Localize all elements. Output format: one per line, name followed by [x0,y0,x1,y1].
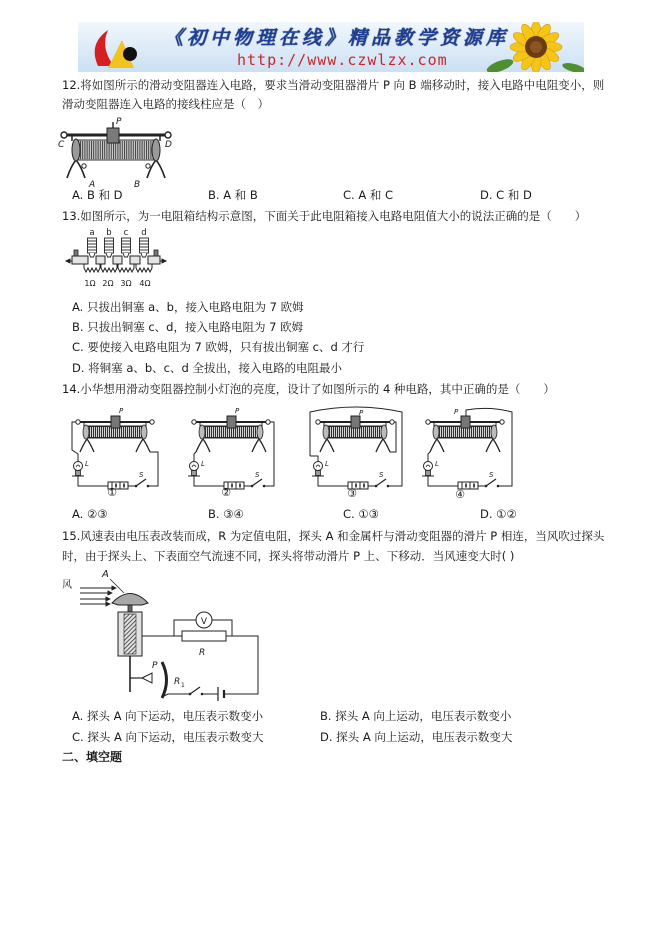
binding-post-right [154,250,158,256]
copper-plug-a [88,238,97,257]
terminal-c [61,132,67,138]
header-banner [78,22,584,72]
resistor-label-1: 1Ω [84,279,96,288]
circuit-3-rheostat [316,416,394,452]
circuit-3-label-p: P [359,409,364,417]
circuit-1-lamp [72,462,84,477]
label-b: B [134,180,141,190]
plug-label-d: d [141,228,147,238]
q13-resistance-box-figure [66,226,166,294]
voltmeter-label: V [200,617,208,627]
terminal-b [146,164,150,168]
plug-label-a: a [89,228,95,238]
circuit-2-lamp [188,462,200,477]
metal-blocks [72,256,160,264]
circuit-4-lamp [422,462,434,477]
copper-plug-c [122,238,131,257]
copper-plug-b [105,238,114,257]
circuit-2-number: ② [221,486,231,499]
q14-option-c: C. ①③ [343,507,379,521]
q13-option-d: D. 将铜塞 a、b、c、d 全拔出，接入电路的电阻最小 [72,361,342,375]
circuit-1-switch [135,479,150,487]
q14-text-line-1: 14.小华想用滑动变阻器控制小灯泡的亮度，设计了如图所示的 4 种电路，其中正确的是（ ） [62,382,555,396]
q15-text-line-1: 15.风速表由电压表改装而成，R 为定值电阻，探头 A 和金属杆与滑动变阻器的滑片 P 相连，当风吹过探头 [62,529,605,543]
terminal-a [82,164,86,168]
circuit-2-rheostat [192,416,270,452]
circuit-3-label-s: S [379,471,384,479]
rheostat-r1 [162,662,167,698]
switch [189,687,204,695]
circuit-1 [72,407,158,499]
q13-option-b: B. 只拔出铜塞 c、d，接入电路电阻为 7 欧姆 [72,320,304,334]
q14-option-b: B. ③④ [208,507,244,521]
circuit-2-label-s: S [255,471,260,479]
q14-option-a: A. ②③ [72,507,108,521]
q13-option-c: C. 要使接入电路电阻为 7 欧姆，只有拔出铜塞 c、d 才行 [72,340,365,354]
circuit-3 [310,407,402,500]
battery [218,687,224,701]
circuit-3-lamp [312,462,324,477]
rheostat-coil-turns [79,141,153,159]
section-title: 二、填空题 [62,750,123,764]
q14-circuits-figure [60,400,520,500]
circuit-1-label-l: L [85,460,89,468]
q12-text-line-1: 12.将如图所示的滑动变阻器连入电路，要求当滑动变阻器滑片 P 向 B 端移动时，接入电路中电阻变小，则 [62,78,605,92]
circuit-2-switch [251,479,266,487]
housing-inner [124,614,136,654]
label-d: D [165,140,172,150]
circuit-3-switch [375,479,390,487]
wind-arrows [80,588,116,604]
circuit-4-number: ④ [455,488,465,501]
circuit-4-label-p: P [454,408,459,416]
rheostat-legs [67,160,165,178]
circuit-2 [188,407,274,499]
label-p: P [116,117,122,127]
circuit-4-label-l: L [435,460,439,468]
circuit-1-number: ① [107,486,117,499]
q12-option-c: C. A 和 C [343,188,394,202]
probe-a [112,594,148,606]
circuit-4-label-s: S [489,471,494,479]
banner-title: 《初中物理在线》精品教学资源库 [164,27,510,49]
q12-rheostat-figure [58,116,173,190]
slider-p [107,128,119,143]
q14-option-d: D. ①② [480,507,517,521]
resistor-r [182,631,226,641]
q13-text-line-1: 13.如图所示，为一电阻箱结构示意图，下面关于此电阻箱接入电路电阻值大小的说法正确的是（ ） [62,209,587,223]
terminal-d [165,132,171,138]
plug-label-c: c [123,228,129,238]
label-p: P [152,661,158,671]
q12-option-b: B. A 和 B [208,188,258,202]
q15-option-c: C. 探头 A 向下运动，电压表示数变大 [72,730,264,744]
rheostat-end-cap-left [72,139,80,161]
sunflower-center-highlight [530,41,542,53]
banner-url: http://www.czwlzx.com [237,51,448,69]
q12-option-a: A. B 和 D [72,188,123,202]
q15-wind-speed-meter-figure [58,566,270,708]
resistor-coils [84,264,152,272]
site-logo [86,24,148,70]
resistor-label-3: 3Ω [120,279,132,288]
q12-text-line-2: 滑动变阻器连入电路的接线柱应是（ ） [62,97,269,111]
label-r: R [199,648,206,658]
sunflower-image [486,22,584,72]
binding-post-left [74,250,78,256]
label-wind: 风 [62,580,72,591]
q12-option-d: D. C 和 D [480,188,532,202]
q15-option-b: B. 探头 A 向上运动，电压表示数变小 [320,709,512,723]
circuit-4-rheostat [426,416,504,452]
label-probe-a: A [102,569,109,580]
circuit-1-rheostat [76,416,154,452]
q15-option-a: A. 探头 A 向下运动，电压表示数变小 [72,709,264,723]
probe-pointer-line [110,579,124,593]
plug-label-b: b [106,228,112,238]
q15-text-line-2: 时，由于探头上、下表面空气流速不同，探头将带动滑片 P 上、下移动．当风速变大时( ) [62,549,515,563]
circuit-2-label-p: P [235,407,240,415]
rheostat-end-cap-right [152,139,160,161]
q15-option-d: D. 探头 A 向上运动，电压表示数变大 [320,730,513,744]
circuit-4 [422,408,512,501]
logo-red-shape [95,30,114,66]
resistor-label-2: 2Ω [102,279,114,288]
circuit-3-number: ③ [347,487,357,500]
label-c: C [58,140,65,150]
logo-black-ball [123,47,137,61]
circuit-2-label-l: L [201,460,205,468]
circuit-1-label-s: S [139,471,144,479]
q13-option-a: A. 只拔出铜塞 a、b，接入电路电阻为 7 欧姆 [72,300,304,314]
copper-plug-d [140,238,149,257]
label-a: A [89,180,96,190]
slider-p [142,673,152,683]
circuit-4-switch [485,479,500,487]
label-r1-subscript: 1 [181,682,185,689]
circuit-3-label-l: L [325,460,329,468]
circuit-1-label-p: P [119,407,124,415]
label-r1: R [174,677,181,687]
resistor-label-4: 4Ω [139,279,151,288]
